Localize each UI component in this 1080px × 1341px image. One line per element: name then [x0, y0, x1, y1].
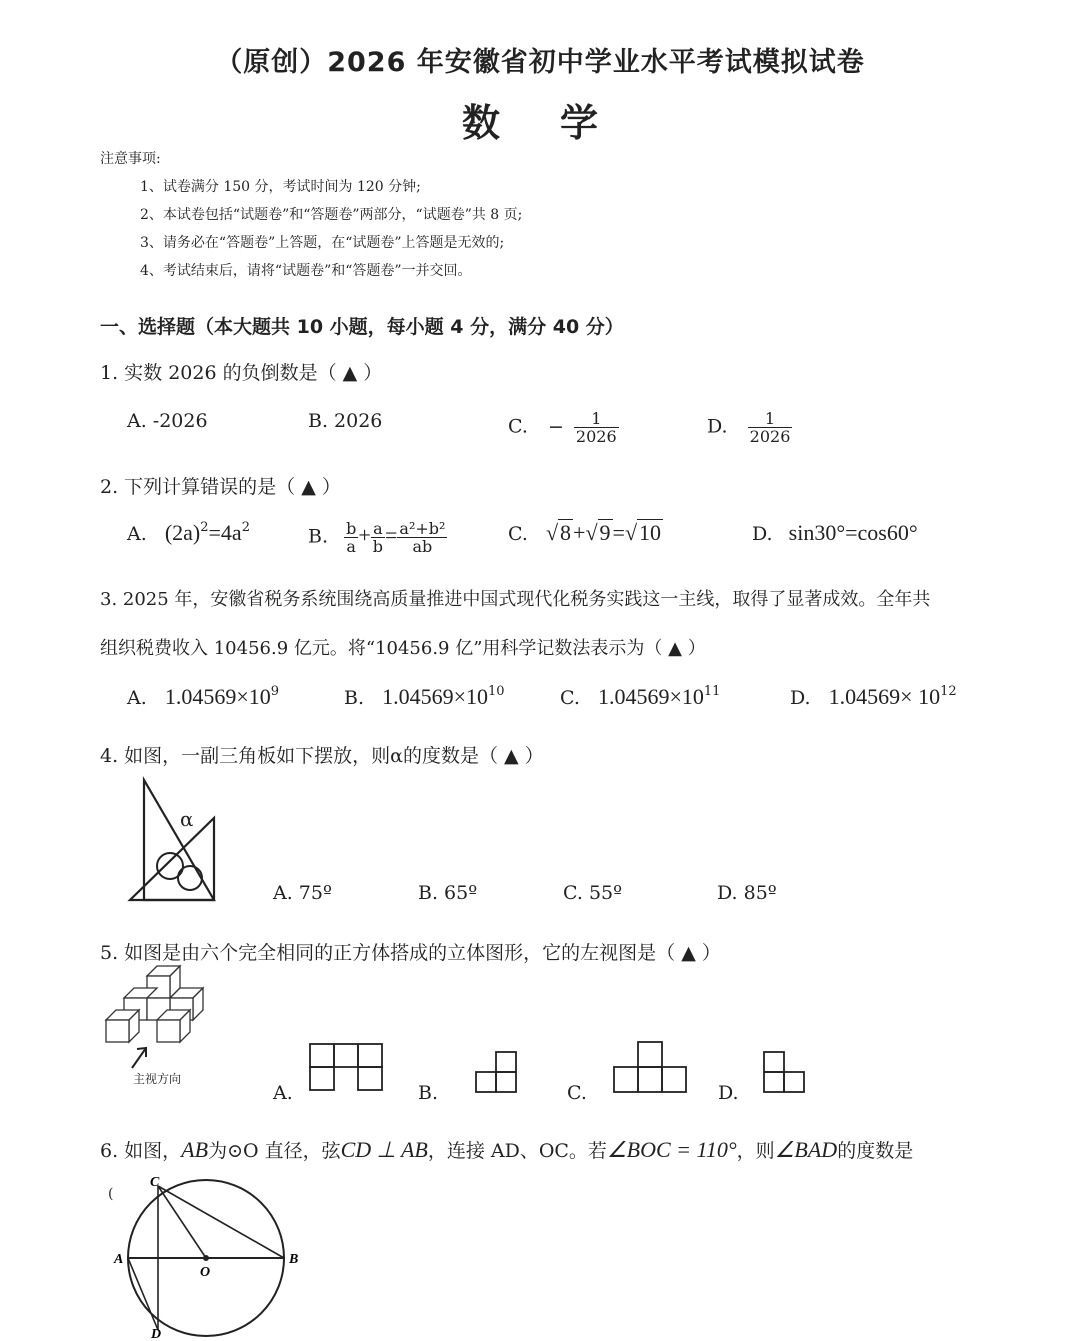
point-d-label: D: [151, 1327, 162, 1341]
q1-option-c: [508, 410, 619, 445]
q2-b-fraction-2: [371, 520, 385, 555]
q2-c-equals: =: [612, 520, 625, 545]
point-o-label: O: [200, 1265, 211, 1280]
q3-b-label: B.: [344, 687, 365, 709]
q2-option-b: [308, 520, 447, 555]
q1-c-label: C.: [508, 415, 528, 438]
segment-ad: [128, 1258, 158, 1330]
q3-a-exponent: 9: [270, 684, 280, 699]
q3-d-base: 1.04569× 10: [828, 684, 941, 709]
q2-d-expression: sin30°=cos60°: [788, 520, 918, 545]
q2-option-d: [752, 520, 918, 546]
q5-c-view: [612, 1040, 690, 1094]
q2-b-f3-den: ab: [412, 537, 433, 556]
q1-option-a: A. -2026: [127, 410, 208, 432]
q3-c-base: 1.04569×10: [597, 684, 704, 709]
q3-b-base: 1.04569×10: [382, 684, 488, 709]
question-3-line-2: 组织税费收入 10456.9 亿元。将“10456.9 亿”用科学记数法表示为（ ▲ ）: [100, 638, 706, 659]
q2-b-f1-den: a: [346, 537, 356, 556]
q5-option-d: D.: [718, 1082, 739, 1104]
q2-c-radicand-3: 10: [639, 520, 662, 545]
q6-ab: AB: [181, 1137, 209, 1162]
q1-d-numerator: 1: [748, 410, 793, 428]
q6-stem-e: 的度数是: [837, 1140, 914, 1162]
q2-d-label: D.: [752, 523, 773, 545]
q3-c-label: C.: [560, 687, 580, 709]
question-5-stem: 5. 如图是由六个完全相同的正方体搭成的立体图形，它的左视图是（ ▲ ）: [100, 942, 721, 964]
set-square-small: [130, 818, 214, 900]
q3-d-label: D.: [790, 687, 811, 709]
q1-c-fraction: [574, 410, 619, 445]
notice-item: 2、本试卷包括“试题卷”和“答题卷”两部分，“试题卷”共 8 页;: [140, 207, 523, 223]
point-a-label: A: [114, 1252, 124, 1267]
q2-c-plus: +: [573, 520, 586, 545]
q2-option-c: C. √8+√9=√10: [508, 520, 662, 545]
q3-option-a: [127, 684, 279, 710]
question-6-stem: [100, 1136, 913, 1163]
q4-option-a: A. 75º: [273, 882, 332, 904]
segment-cb: [158, 1186, 284, 1258]
q6-stem-c: ，连接 AD、OC。若: [427, 1140, 607, 1162]
q5-a-view: [308, 1042, 384, 1092]
q2-b-f2-den: b: [372, 537, 383, 556]
question-4-stem: 4. 如图，一副三角板如下摆放，则α的度数是（ ▲ ）: [100, 745, 544, 767]
q3-option-d: [790, 684, 957, 710]
q3-c-exponent: 11: [703, 684, 721, 699]
q6-cd-perp-ab: CD ⊥ AB: [340, 1137, 428, 1162]
q2-c-radicand-2: 9: [599, 520, 611, 545]
notice-item: 3、请务必在“答题卷”上答题，在“试题卷”上答题是无效的;: [140, 235, 505, 251]
q5-d-view: [762, 1050, 808, 1094]
q2-a-base: (2a): [164, 520, 201, 545]
q2-a-rest: =4a: [208, 520, 242, 545]
view-direction-caption: 主视方向: [133, 1072, 182, 1086]
q2-b-f2-num: a: [371, 520, 385, 538]
subject-title: 数学: [461, 100, 658, 145]
q1-d-label: D.: [707, 415, 728, 438]
q2-b-f3-num: a²+b²: [399, 519, 446, 538]
q3-option-c: [560, 684, 720, 710]
q6-stem-d: ，则: [736, 1140, 775, 1162]
section-heading: 一、选择题（本大题共 10 小题，每小题 4 分，满分 40 分）: [100, 316, 624, 338]
question-2-stem: 2. 下列计算错误的是（ ▲ ）: [100, 476, 341, 498]
q2-b-f1-num: b: [346, 519, 357, 538]
q6-paren: (: [108, 1186, 114, 1202]
q2-c-radicand-1: 8: [560, 520, 572, 545]
q5-option-c: C.: [567, 1082, 587, 1104]
q4-option-b: B. 65º: [418, 882, 478, 904]
notice-item: 4、考试结束后，请将“试题卷”和“答题卷”一并交回。: [140, 263, 472, 279]
q2-a-exponent: 2: [200, 520, 209, 535]
q5-b-view: [474, 1050, 520, 1094]
point-c-label: C: [150, 1175, 160, 1190]
question-3-line-1: 3. 2025 年，安徽省税务系统围绕高质量推进中国式现代化税务实践这一主线，取得了显著成效。全年共: [100, 589, 931, 610]
q1-c-numerator: 1: [574, 410, 619, 428]
q2-b-fraction-3: [397, 520, 447, 555]
segment-oc: [158, 1186, 206, 1258]
q2-c-label: C.: [508, 523, 528, 545]
q6-angle-boc: ∠BOC = 110°: [606, 1137, 737, 1162]
notice-item: 1、试卷满分 150 分，考试时间为 120 分钟;: [140, 179, 421, 195]
alpha-label: α: [180, 807, 194, 831]
q6-stem-a: 6. 如图，: [100, 1140, 182, 1162]
q3-b-exponent: 10: [487, 684, 505, 699]
q6-angle-bad: ∠BAD: [774, 1137, 838, 1162]
exam-title: （原创）2026 年安徽省初中学业水平考试模拟试卷: [215, 47, 865, 78]
q3-d-exponent: 12: [940, 684, 957, 699]
q6-stem-b: 为⊙O 直径，弦: [208, 1140, 341, 1162]
q1-option-b: B. 2026: [308, 410, 383, 432]
q5-option-a: A.: [273, 1082, 293, 1104]
cube-stack-figure: [100, 962, 216, 1056]
q1-d-denominator: 2026: [749, 427, 791, 446]
q1-d-fraction: [748, 410, 793, 445]
q2-b-equals: =: [384, 522, 398, 548]
q3-a-label: A.: [127, 687, 147, 709]
set-square-figure: [122, 776, 222, 906]
q4-option-c: C. 55º: [563, 882, 623, 904]
q2-a-exponent-2: 2: [241, 520, 250, 535]
question-1-stem: 1. 实数 2026 的负倒数是（ ▲ ）: [100, 362, 383, 384]
notice-heading: 注意事项:: [100, 151, 161, 167]
q2-b-plus: +: [358, 522, 371, 548]
q1-option-d: [707, 410, 792, 445]
q5-option-b: B.: [418, 1082, 439, 1104]
q1-c-denominator: 2026: [575, 427, 617, 446]
q2-b-fraction-1: [344, 520, 358, 555]
q2-a-label: A.: [127, 523, 147, 545]
set-square-hole-2: [178, 866, 202, 890]
q2-b-label: B.: [308, 525, 329, 548]
q2-option-a: [127, 520, 250, 546]
q3-option-b: [344, 684, 505, 710]
q3-a-base: 1.04569×10: [164, 684, 271, 709]
view-direction-arrow-icon: [128, 1044, 152, 1070]
center-dot: [203, 1255, 209, 1261]
circle-figure: [106, 1172, 306, 1341]
q4-option-d: D. 85º: [717, 882, 777, 904]
point-b-label: B: [289, 1252, 299, 1267]
q1-c-sign: −: [547, 415, 564, 438]
